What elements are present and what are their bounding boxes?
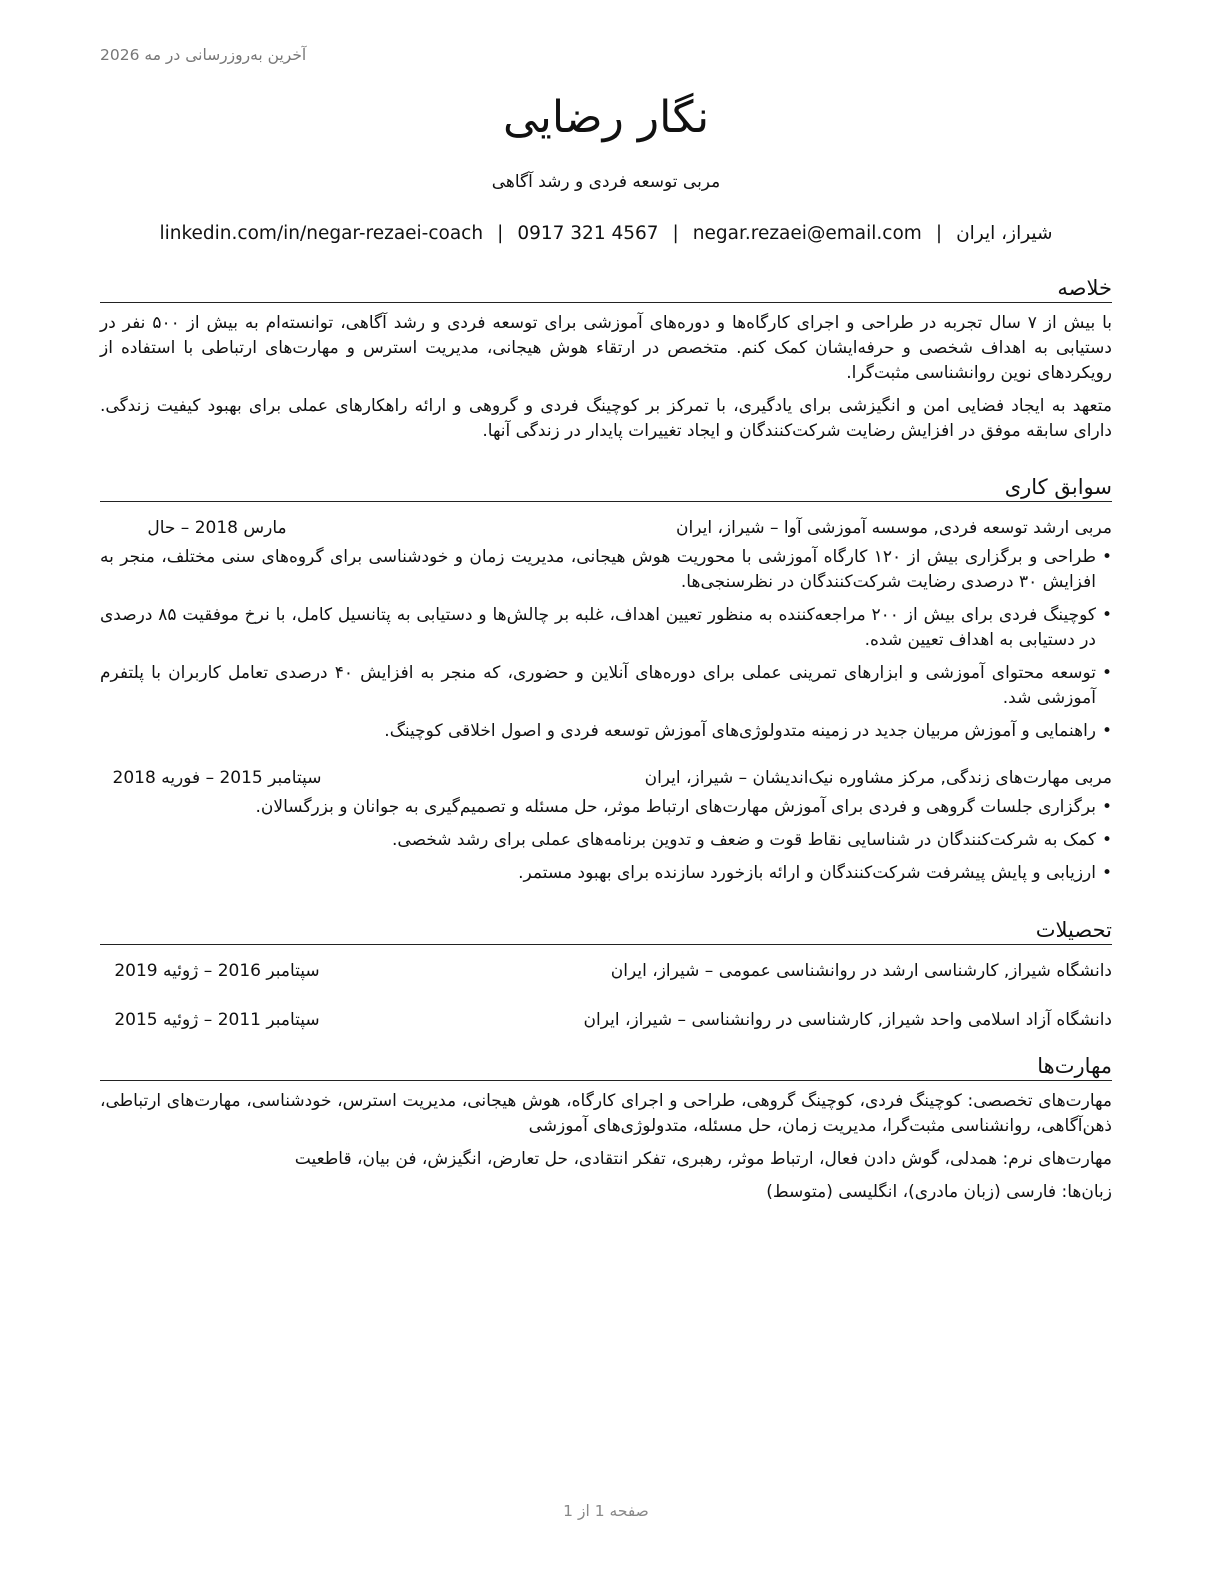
- resume-page: [100, 0, 1112, 1584]
- summary-section: [100, 276, 1112, 444]
- education-degree: دانشگاه آزاد اسلامی واحد شیراز, کارشناسی در روانشناسی – شیراز، ایران: [583, 1010, 1112, 1030]
- job-bullet: • کمک به شرکت‌کنندگان در شناسایی نقاط قوت و ضعف و تدوین برنامه‌های عملی برای رشد شخصی.: [100, 828, 1112, 853]
- page-number: صفحه 1 از 1: [563, 1502, 649, 1520]
- job-header: [100, 766, 1112, 791]
- contact-phone[interactable]: 0917 321 4567: [517, 223, 659, 244]
- contact-separator: |: [497, 223, 504, 244]
- job-role: مربی ارشد توسعه فردی, موسسه آموزشی آوا – شیراز، ایران: [676, 518, 1112, 538]
- contact-separator: |: [672, 223, 679, 244]
- education-section: [100, 918, 1112, 1033]
- education-dates: سپتامبر 2011 – ژوئیه 2015: [114, 1010, 320, 1030]
- job-bullet: • طراحی و برگزاری بیش از ۱۲۰ کارگاه آموزشی با محوریت هوش هیجانی، مدیریت زمان و خودشناسی برای گروه‌های سنی مختلف، منجر به افزایش ۳۰ درصدی رضایت شرکت‌کنندگان در نظرسنجی‌ها.: [100, 545, 1112, 595]
- section-heading: مهارت‌ها: [100, 1054, 1112, 1081]
- job-bullet: • راهنمایی و آموزش مربیان جدید در زمینه متدولوژی‌های آموزش توسعه فردی و اصول اخلاقی کوچینگ.: [100, 719, 1112, 744]
- candidate-name: نگار رضایی: [502, 92, 710, 143]
- section-heading: تحصیلات: [100, 918, 1112, 945]
- contact-email[interactable]: negar.rezaei@email.com: [692, 223, 922, 244]
- job-bullet: • ارزیابی و پایش پیشرفت شرکت‌کنندگان و ارائه بازخورد سازنده برای بهبود مستمر.: [100, 861, 1112, 886]
- skills-line: زبان‌ها: فارسی (زبان مادری)، انگلیسی (متوسط): [766, 1182, 1112, 1202]
- job-dates: سپتامبر 2015 – فوریه 2018: [112, 768, 322, 788]
- skills-section: [100, 1054, 1112, 1205]
- job-entry: [100, 516, 1112, 744]
- education-degree: دانشگاه شیراز, کارشناسی ارشد در روانشناسی عمومی – شیراز، ایران: [610, 961, 1112, 981]
- last-updated: آخرین به‌روزرسانی در مه 2026: [100, 46, 307, 64]
- contact-separator: |: [935, 223, 943, 244]
- job-bullet: • توسعه محتوای آموزشی و ابزارهای تمرینی عملی برای دوره‌های آنلاین و حضوری، که منجر به افزایش ۴۰ درصدی تعامل کاربران با پلتفرم آموزشی شد.: [100, 661, 1112, 711]
- summary-paragraph: متعهد به ایجاد فضایی امن و انگیزشی برای یادگیری، با تمرکز بر کوچینگ فردی و گروهی و ارائه راهکارهای عملی برای بهبود کیفیت زندگی. دارای سابقه موفق در افزایش رضایت شرکت‌کنندگان و ایجاد تغییرات پایدار در زندگی آنها.: [100, 396, 1112, 441]
- job-role: مربی مهارت‌های زندگی, مرکز مشاوره نیک‌اندیشان – شیراز، ایران: [644, 768, 1112, 788]
- education-dates: سپتامبر 2016 – ژوئیه 2019: [114, 961, 320, 981]
- contact-location: شیراز، ایران: [956, 223, 1053, 244]
- skills-line: مهارت‌های نرم: همدلی، گوش دادن فعال، ارتباط موثر، رهبری، تفکر انتقادی، حل تعارض، انگیزش، فن بیان، قاطعیت: [294, 1149, 1112, 1169]
- job-bullet: • برگزاری جلسات گروهی و فردی برای آموزش مهارت‌های ارتباط موثر، حل مسئله و تصمیم‌گیری به جوانان و بزرگسالان.: [100, 795, 1112, 820]
- candidate-title: مربی توسعه فردی و رشد آگاهی: [491, 172, 721, 192]
- job-entry: [100, 766, 1112, 886]
- section-heading: سوابق کاری: [100, 475, 1112, 502]
- education-entry: [100, 959, 1112, 984]
- job-dates: مارس 2018 – حال: [147, 518, 287, 538]
- contact-linkedin[interactable]: linkedin.com/in/negar-rezaei-coach: [159, 223, 484, 244]
- job-bullets: [100, 545, 1112, 744]
- job-header: [100, 516, 1112, 541]
- education-entry: [100, 1008, 1112, 1033]
- contact-line: [100, 223, 1112, 244]
- job-bullet: • کوچینگ فردی برای بیش از ۲۰۰ مراجعه‌کننده به منظور تعیین اهداف، غلبه بر چالش‌ها و دستیابی به پتانسیل کامل، با نرخ موفقیت ۸۵ درصدی در دستیابی به اهداف تعیین شده.: [100, 603, 1112, 653]
- skills-line: مهارت‌های تخصصی: کوچینگ فردی، کوچینگ گروهی، طراحی و اجرای کارگاه، هوش هیجانی، مدیریت استرس، خودشناسی، مهارت‌های ارتباطی، ذهن‌آگاهی، روانشناسی مثبت‌گرا، مدیریت زمان، حل مسئله، متدولوژی‌های آموزشی: [100, 1091, 1112, 1136]
- job-bullets: [100, 795, 1112, 886]
- summary-paragraph: با بیش از ۷ سال تجربه در طراحی و اجرای کارگاه‌ها و دوره‌های آموزشی برای توسعه فردی و رشد آگاهی، توانسته‌ام به بیش از ۵۰۰ نفر در دستیابی به اهداف شخصی و حرفه‌ایشان کمک کنم. متخصص در ارتقاء هوش هیجانی، مدیریت استرس و مهارت‌های ارتباطی با استفاده از رویکردهای نوین روانشناسی مثبت‌گرا.: [100, 313, 1112, 383]
- experience-section: [100, 475, 1112, 894]
- section-heading: خلاصه: [100, 276, 1112, 303]
